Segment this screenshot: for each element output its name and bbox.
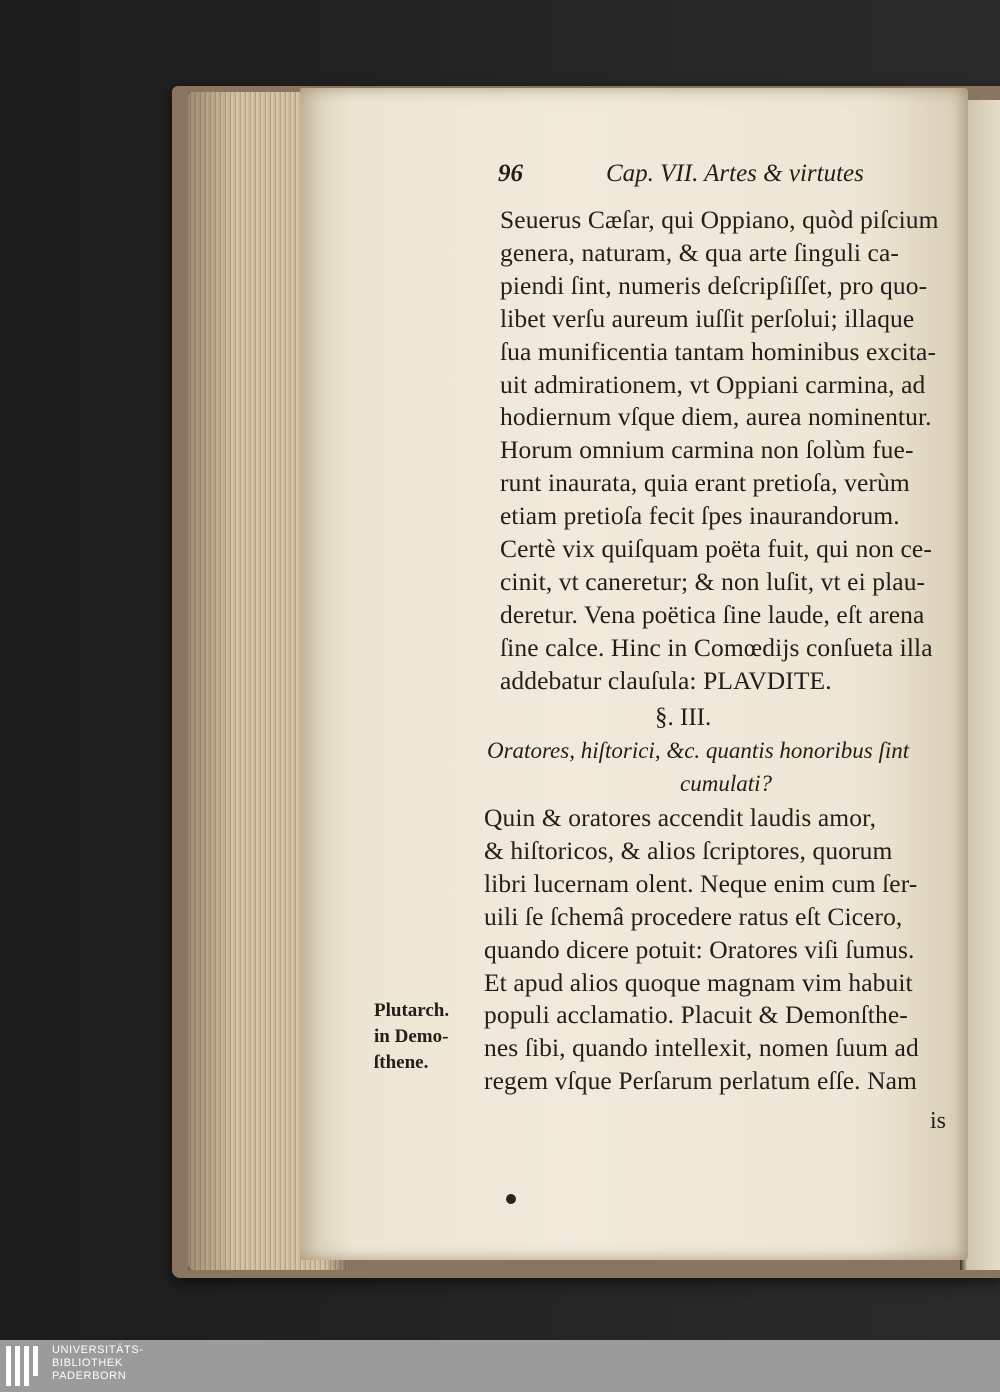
body-line-a-3: piendi ſint, numeris deſcripſiſſet, pro quo-: [500, 270, 928, 300]
body-line-a-4: libet verſu aureum iuſſit perſolui; illaque: [500, 303, 915, 333]
section-number: §. III.: [655, 704, 712, 731]
body-line-b-5: quando dicere potuit: Oratores viſi ſumus.: [484, 934, 915, 964]
body-line-b-7: populi acclamatio. Placuit & Demonſthe-: [484, 1000, 908, 1030]
ink-spot: [506, 1194, 516, 1204]
body-line-b-2: & hiſtoricos, & alios ſcriptores, quorum: [484, 835, 893, 865]
body-line-a-7: hodiernum vſque diem, aurea nominentur.: [500, 402, 932, 432]
catchword: is: [930, 1108, 947, 1134]
marginal-note-line: ſthene.: [374, 1052, 429, 1073]
body-line-a-10: etiam pretioſa fecit ſpes inaurandorum.: [500, 501, 900, 531]
footer-bar: [0, 1340, 1000, 1392]
body-line-b-3: libri lucernam olent. Neque enim cum ſer-: [484, 868, 918, 898]
section-heading: Oratores, hiſtorici, &c. quantis honoribus ſint: [487, 738, 910, 763]
body-line-b-1: Quin & oratores accendit laudis amor,: [484, 803, 877, 832]
body-line-a-1: Seuerus Cæſar, qui Oppiano, quòd piſcium: [500, 205, 939, 234]
body-line-b-6: Et apud alios quoque magnam vim habuit: [484, 967, 913, 997]
body-line-a-5: ſua munificentia tantam hominibus excita-: [500, 336, 937, 366]
section-heading-continued: cumulati?: [680, 771, 772, 796]
library-name-line: BIBLIOTHEK: [52, 1357, 123, 1369]
body-line-a-2: genera, naturam, & qua arte ſinguli ca-: [500, 237, 899, 267]
page-number: 96: [498, 160, 523, 187]
marginal-note: [374, 998, 449, 1076]
body-line-a-6: uit admirationem, vt Oppiani carmina, ad: [500, 369, 926, 399]
body-line-a-15: addebatur clauſula: PLAVDITE.: [500, 665, 832, 695]
running-head-title: Cap. VII. Artes & virtutes: [606, 160, 864, 187]
body-line-a-9: runt inaurata, quia erant pretioſa, verùm: [500, 468, 910, 498]
running-header: [498, 160, 938, 196]
body-line-b-8: nes ſibi, quando intellexit, nomen ſuum ad: [484, 1033, 919, 1063]
body-line-a-12: cinit, vt caneretur; & non luſit, vt ei plau-: [500, 566, 926, 596]
body-line-b-9: regem vſque Perſarum perlatum eſſe. Nam: [484, 1066, 917, 1096]
marginal-note-line: in Demo-: [374, 1026, 449, 1047]
body-line-b-4: uili ſe ſchemâ procedere ratus eſt Cicero,: [484, 901, 903, 931]
library-logo-icon: [6, 1346, 46, 1386]
library-name-line: UNIVERSITÄTS-: [52, 1344, 144, 1356]
library-name-line: PADERBORN: [52, 1370, 127, 1382]
marginal-note-line: Plutarch.: [374, 1000, 450, 1021]
body-line-a-8: Horum omnium carmina non ſolùm fue-: [500, 435, 914, 465]
body-line-a-11: Certè vix quiſquam poëta fuit, qui non ce-: [500, 534, 932, 563]
body-line-a-13: deretur. Vena poëtica ſine laude, eſt arena: [500, 599, 925, 629]
library-name: [52, 1344, 144, 1383]
body-line-a-14: ſine calce. Hinc in Comœdijs conſueta illa: [500, 632, 933, 662]
